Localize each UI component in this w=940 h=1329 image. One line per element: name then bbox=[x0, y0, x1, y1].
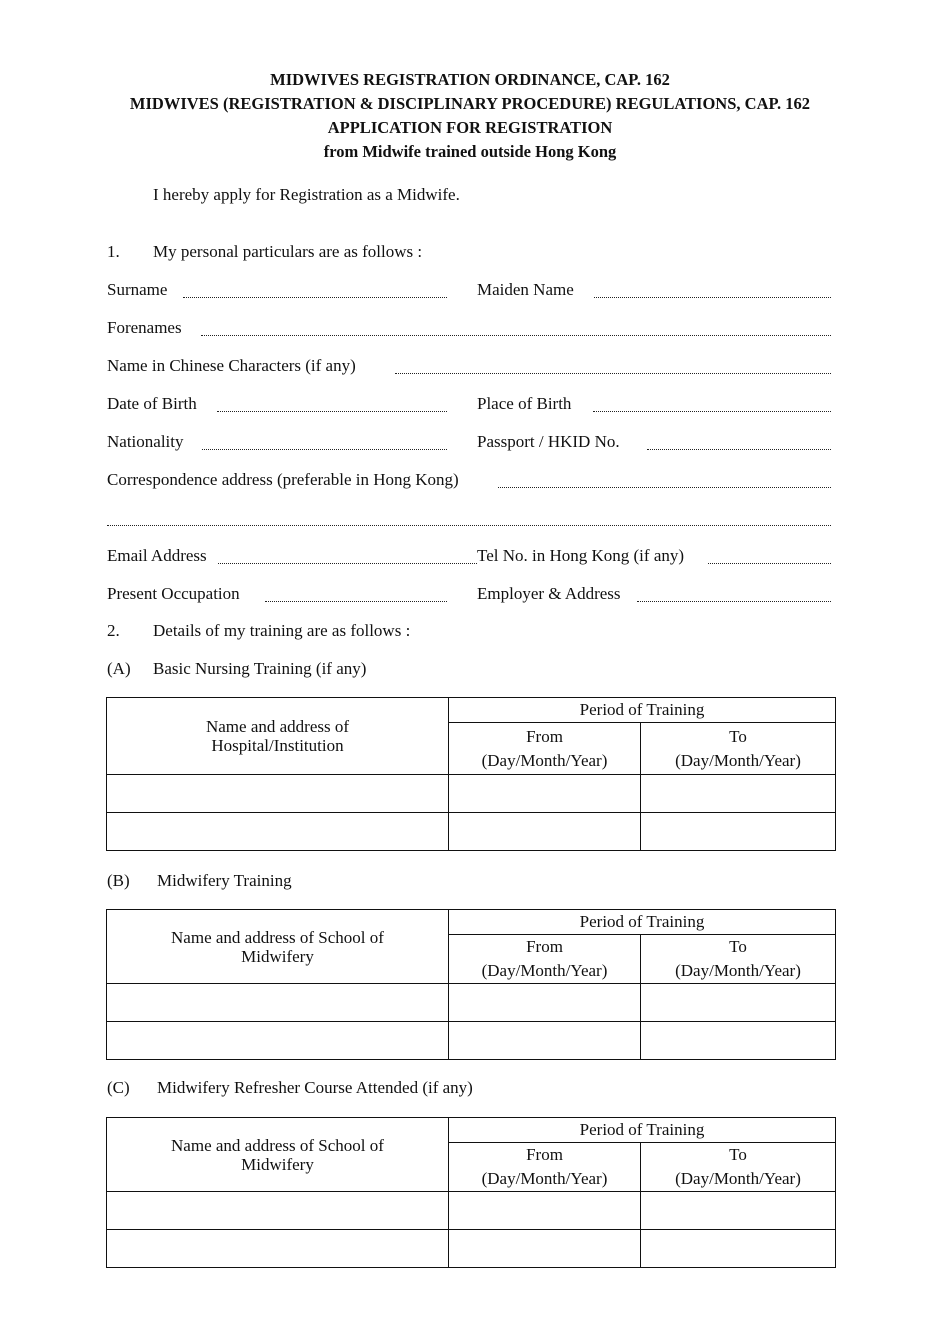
table-b-letter: (B) bbox=[107, 871, 130, 890]
table-c-title: Midwifery Refresher Course Attended (if any) bbox=[157, 1078, 473, 1097]
employer-label: Employer & Address bbox=[477, 584, 621, 603]
midwifery-training-table bbox=[106, 909, 836, 1060]
passport-field[interactable] bbox=[647, 449, 831, 450]
section1-heading: My personal particulars are as follows : bbox=[153, 242, 423, 261]
to-date-cell[interactable] bbox=[641, 1230, 836, 1268]
forenames-label: Forenames bbox=[107, 318, 182, 337]
to-date-cell[interactable] bbox=[641, 1192, 836, 1230]
section2-number: 2. bbox=[107, 621, 120, 640]
chinese-name-label: Name in Chinese Characters (if any) bbox=[107, 356, 356, 375]
name-address-header: Name and address of Hospital/Institution bbox=[107, 698, 449, 775]
email-label: Email Address bbox=[107, 546, 207, 565]
section2-heading: Details of my training are as follows : bbox=[153, 621, 411, 640]
address-field-line2[interactable] bbox=[107, 525, 831, 526]
to-header: To (Day/Month/Year) bbox=[641, 1143, 836, 1192]
period-header: Period of Training bbox=[449, 910, 836, 935]
section1-number: 1. bbox=[107, 242, 120, 261]
name-address-cell[interactable] bbox=[107, 1192, 449, 1230]
surname-field[interactable] bbox=[183, 297, 447, 298]
to-date-cell[interactable] bbox=[641, 775, 836, 813]
from-date-cell[interactable] bbox=[449, 1230, 641, 1268]
table-row bbox=[107, 1022, 836, 1060]
surname-label: Surname bbox=[107, 280, 168, 299]
intro-statement: I hereby apply for Registration as a Midwife. bbox=[153, 185, 460, 204]
from-date-cell[interactable] bbox=[449, 813, 641, 851]
name-address-header: Name and address of School of Midwifery bbox=[107, 1118, 449, 1192]
date-of-birth-field[interactable] bbox=[217, 411, 447, 412]
from-header: From (Day/Month/Year) bbox=[449, 935, 641, 984]
table-b-title: Midwifery Training bbox=[157, 871, 292, 890]
ordinance-title: MIDWIVES REGISTRATION ORDINANCE, CAP. 162 bbox=[270, 70, 670, 89]
name-address-cell[interactable] bbox=[107, 1230, 449, 1268]
table-a-letter: (A) bbox=[107, 659, 131, 678]
maiden-name-label: Maiden Name bbox=[477, 280, 574, 299]
basic-nursing-table bbox=[106, 697, 836, 851]
from-header: From (Day/Month/Year) bbox=[449, 1143, 641, 1192]
employer-field[interactable] bbox=[637, 601, 831, 602]
table-row bbox=[107, 813, 836, 851]
chinese-name-field[interactable] bbox=[395, 373, 831, 374]
passport-label: Passport / HKID No. bbox=[477, 432, 620, 451]
date-of-birth-label: Date of Birth bbox=[107, 394, 197, 413]
from-header: From (Day/Month/Year) bbox=[449, 723, 641, 775]
application-subtitle: from Midwife trained outside Hong Kong bbox=[323, 142, 617, 161]
from-date-cell[interactable] bbox=[449, 984, 641, 1022]
period-header: Period of Training bbox=[449, 698, 836, 723]
table-row bbox=[107, 984, 836, 1022]
from-date-cell[interactable] bbox=[449, 775, 641, 813]
maiden-name-field[interactable] bbox=[594, 297, 831, 298]
nationality-field[interactable] bbox=[202, 449, 447, 450]
period-header: Period of Training bbox=[449, 1118, 836, 1143]
address-label: Correspondence address (preferable in Hong Kong) bbox=[107, 470, 459, 489]
to-date-cell[interactable] bbox=[641, 984, 836, 1022]
nationality-label: Nationality bbox=[107, 432, 184, 451]
from-date-cell[interactable] bbox=[449, 1192, 641, 1230]
name-address-cell[interactable] bbox=[107, 775, 449, 813]
application-title: APPLICATION FOR REGISTRATION bbox=[327, 118, 613, 137]
occupation-field[interactable] bbox=[265, 601, 447, 602]
table-row bbox=[107, 775, 836, 813]
table-a-title: Basic Nursing Training (if any) bbox=[153, 659, 367, 678]
place-of-birth-field[interactable] bbox=[593, 411, 831, 412]
tel-field[interactable] bbox=[708, 563, 831, 564]
email-field[interactable] bbox=[218, 563, 477, 564]
address-field-line1[interactable] bbox=[498, 487, 831, 488]
name-address-cell[interactable] bbox=[107, 1022, 449, 1060]
regulations-title: MIDWIVES (REGISTRATION & DISCIPLINARY PROCEDURE) REGULATIONS, CAP. 162 bbox=[129, 94, 811, 113]
table-row bbox=[107, 1230, 836, 1268]
form-header bbox=[0, 68, 940, 164]
name-address-header: Name and address of School of Midwifery bbox=[107, 910, 449, 984]
to-header: To (Day/Month/Year) bbox=[641, 723, 836, 775]
name-address-cell[interactable] bbox=[107, 984, 449, 1022]
occupation-label: Present Occupation bbox=[107, 584, 240, 603]
table-c-letter: (C) bbox=[107, 1078, 130, 1097]
refresher-course-table bbox=[106, 1117, 836, 1268]
from-date-cell[interactable] bbox=[449, 1022, 641, 1060]
tel-label: Tel No. in Hong Kong (if any) bbox=[477, 546, 685, 565]
place-of-birth-label: Place of Birth bbox=[477, 394, 572, 413]
to-header: To (Day/Month/Year) bbox=[641, 935, 836, 984]
to-date-cell[interactable] bbox=[641, 1022, 836, 1060]
name-address-cell[interactable] bbox=[107, 813, 449, 851]
forenames-field[interactable] bbox=[201, 335, 831, 336]
table-row bbox=[107, 1192, 836, 1230]
to-date-cell[interactable] bbox=[641, 813, 836, 851]
